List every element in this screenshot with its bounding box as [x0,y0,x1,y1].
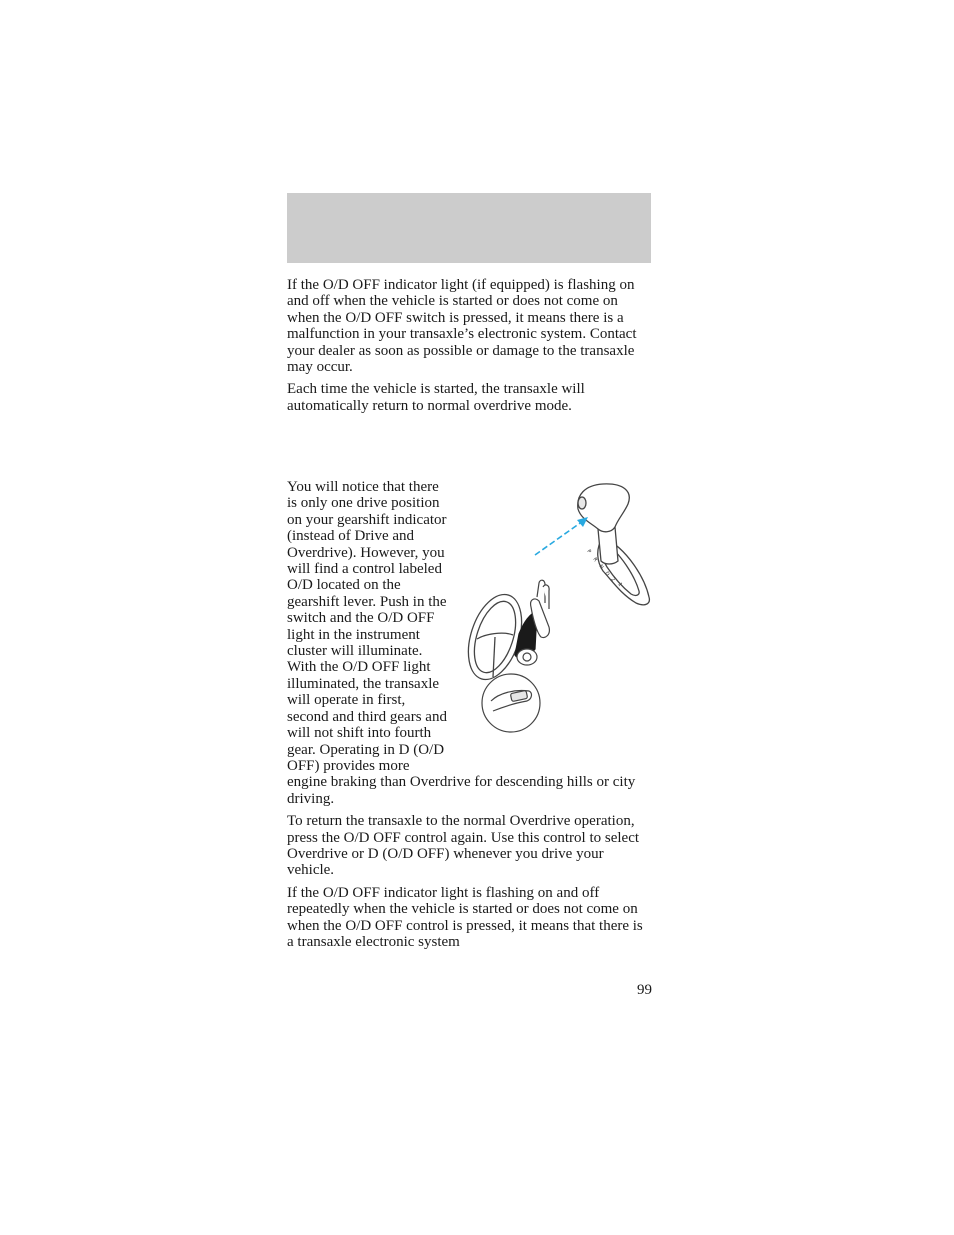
paragraph-malfunction-warning: If the O/D OFF indicator light (if equipped) is flashing on and off when the vehicle is started or does not come on when the O/D OFF switch is pressed, it means there is a malfunction in your transaxle’s electronic system. Contact your dealer as soon as possible or damage to the transaxle may occur. [287,277,637,376]
gate-letter-d: D [603,570,611,578]
paragraph-od-switch: You will notice that there is only one drive position on your gearshift indicator (instead of Drive and Overdrive). However, you will find a control labeled O/D located on the gearshift lever. Push in the switch and the O/D OFF light in the instrument cluster will illuminate. With the O/D OFF light illuminated, the transaxle will operate in first, second and third gears and will not shift into fourth gear. Operating in D (O/D OFF) provides more engine braking than Overdrive for descending hills or city driving. [287,479,636,807]
hand-on-lever [515,580,549,665]
od-button-pointer-arrow [535,517,588,555]
od-button-detail [482,674,540,732]
paragraph-flashing-light: If the O/D OFF indicator light is flashing on and off repeatedly when the vehicle is started or does not come on when the O/D OFF control is pressed, it means that there is a transaxle electronic system [287,884,643,950]
paragraph-auto-return: Each time the vehicle is started, the transaxle will automatically return to normal overdrive mode. [287,381,585,414]
gate-letter-r: R [591,556,599,564]
section-header-band [287,193,651,263]
page-number: 99 [637,982,652,998]
gate-letter-2: 2 [609,576,617,583]
gearshift-illustration-svg [453,479,653,761]
gate-letter-p: P [585,548,593,555]
paragraph-return-overdrive: To return the transaxle to the normal Overdrive operation, press the O/D OFF control again. Use this control to select Overdrive or D (O/D OFF) whenever you drive your vehicle. [287,813,640,879]
text-column-od-off [287,479,653,956]
text-column-top [287,277,653,420]
gate-letter-1: 1 [616,581,624,588]
gate-letter-n: N [597,563,605,571]
gearshift-illustration [453,479,653,761]
